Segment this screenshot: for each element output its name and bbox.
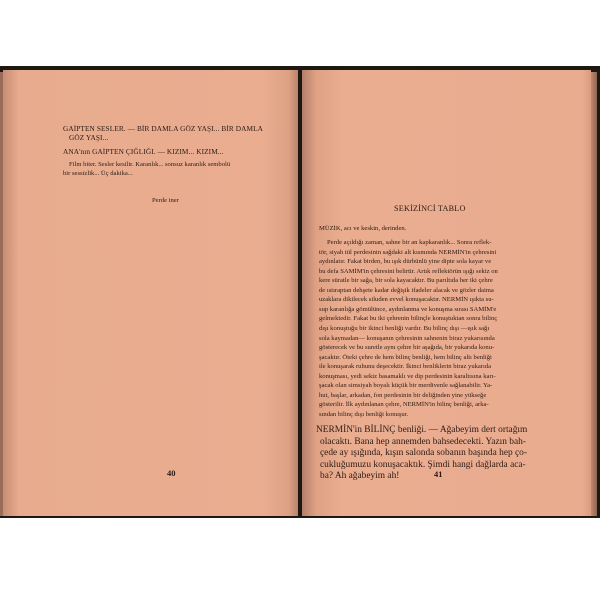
left-line-1: GAİPTEN SESLER. — BİR DAMLA GÖZ YAŞI... BİR DAMLA — [63, 124, 264, 133]
paragraph-line: dışı konuştuğu bir ikinci benliği vardır. Bu bilinç dışı —ışık sağı — [319, 324, 490, 332]
paragraph-line: sup karanlığa gömülünce, aydınlanma ve konuşma sırası SAMİM'e — [319, 305, 497, 313]
left-line-3: ANA'nın GAİPTEN ÇIĞLIĞI. — KIZIM... KIZIM... — [63, 147, 224, 156]
paragraph-line: şacak olan simsiyah boyalı küçük bir merdivenle sağlanabilir. Ya- — [319, 382, 493, 390]
paragraph-line: gelmektedir. Fakat bu iki çehrenin bilinçle konuştuktan sonra bilinç — [319, 315, 498, 323]
scene-title: SEKİZİNCİ TABLO — [394, 204, 466, 213]
paragraph-line: kere süratle bir sağa, bir sola kayacaktır. Bu parıltıda her iki çehre — [319, 277, 493, 285]
curtain-falls-text: Perde iner — [152, 197, 179, 204]
left-line-4: Film biter. Sesler kesilir. Karanlık... sonsuz karanlık sembolü — [69, 161, 231, 168]
paragraph-line: Perde açıldığı zaman, sahne bir an kapkaranlık... Sonra reflek- — [327, 239, 492, 246]
paragraph-line: hut, başlar, arkadan, fon perdesinin bir deliğinden yine yükseğe — [319, 391, 487, 399]
right-page-edge — [591, 72, 597, 516]
paragraph-line: tör, siyah tül perdesinin sağdaki alt kısmında NERMİN'in çehresini — [319, 248, 497, 256]
dialogue-line: ba? Ah ağabeyim ah! — [320, 471, 400, 482]
left-line-5: bir sessizlik... Üç dakika... — [63, 170, 133, 177]
dialogue-line: çede ay ışığında, kışın salonda sobanın başında hep ço- — [320, 448, 527, 459]
dialogue-line: cukluğumuzu konuşacaktık. Şimdi hangi dağlarda aca- — [320, 459, 526, 470]
paragraph-line: gösterecek ve bu suretle aynı çehre bir aşağıda, bir yukarıda konu- — [319, 344, 495, 352]
paragraph-line: uzaklara dikilecek siluden evvel konuşacaktır. NERMİN ışıkta su- — [319, 296, 494, 304]
paragraph-line: şacaktır. Öteki çehre de hem bilinç benliği, hem bilinç altı benliği — [319, 353, 492, 361]
paragraph-line: sola kaymadan— konuşanın çehresinin sahnenin biraz yukarısında — [319, 334, 495, 342]
paragraph-line: ile konuşarak ruhunu deşecektir. İkinci benliklerin biraz yukarıda — [319, 363, 492, 371]
dialogue-line: olacaktı. Bana hep annemden bahsedecekti. Yazın bah- — [320, 436, 526, 447]
dialogue-line: NERMİN'in BİLİNÇ benliği. — Ağabeyim dert ortağım — [316, 425, 528, 435]
paragraph-line: aydınlatır. Fakat birden, bu ışık dürbünlü yine dipte sola kayar ve — [319, 258, 492, 266]
page-number-right: 41 — [434, 469, 443, 479]
left-page — [3, 70, 298, 516]
page-number-left: 40 — [167, 468, 176, 478]
left-line-2: GÖZ YAŞI... — [69, 133, 109, 142]
paragraph-line: gösterilir. İlk aydınlanan çehre, NERMİN'in bilinç benliği, arka- — [319, 401, 489, 409]
right-page — [302, 70, 591, 516]
paragraph-line: bu defa SAMİM'in çehresini belirtir. Artık reflektörün ışığı sekiz on — [319, 267, 498, 275]
paragraph-line: de ıstıraptan dehşete kadar değişik ifadeler alacak ve gözler daima — [319, 286, 494, 294]
paragraph-line: konuşması, yedi sekiz basamaklı ve dip perdesinin karaltısına karı- — [319, 372, 496, 380]
paragraph-line: sından bilinç dışı benliği konuşur. — [319, 410, 409, 418]
music-line: MÜZİK, acı ve keskin, derinden. — [319, 225, 407, 232]
